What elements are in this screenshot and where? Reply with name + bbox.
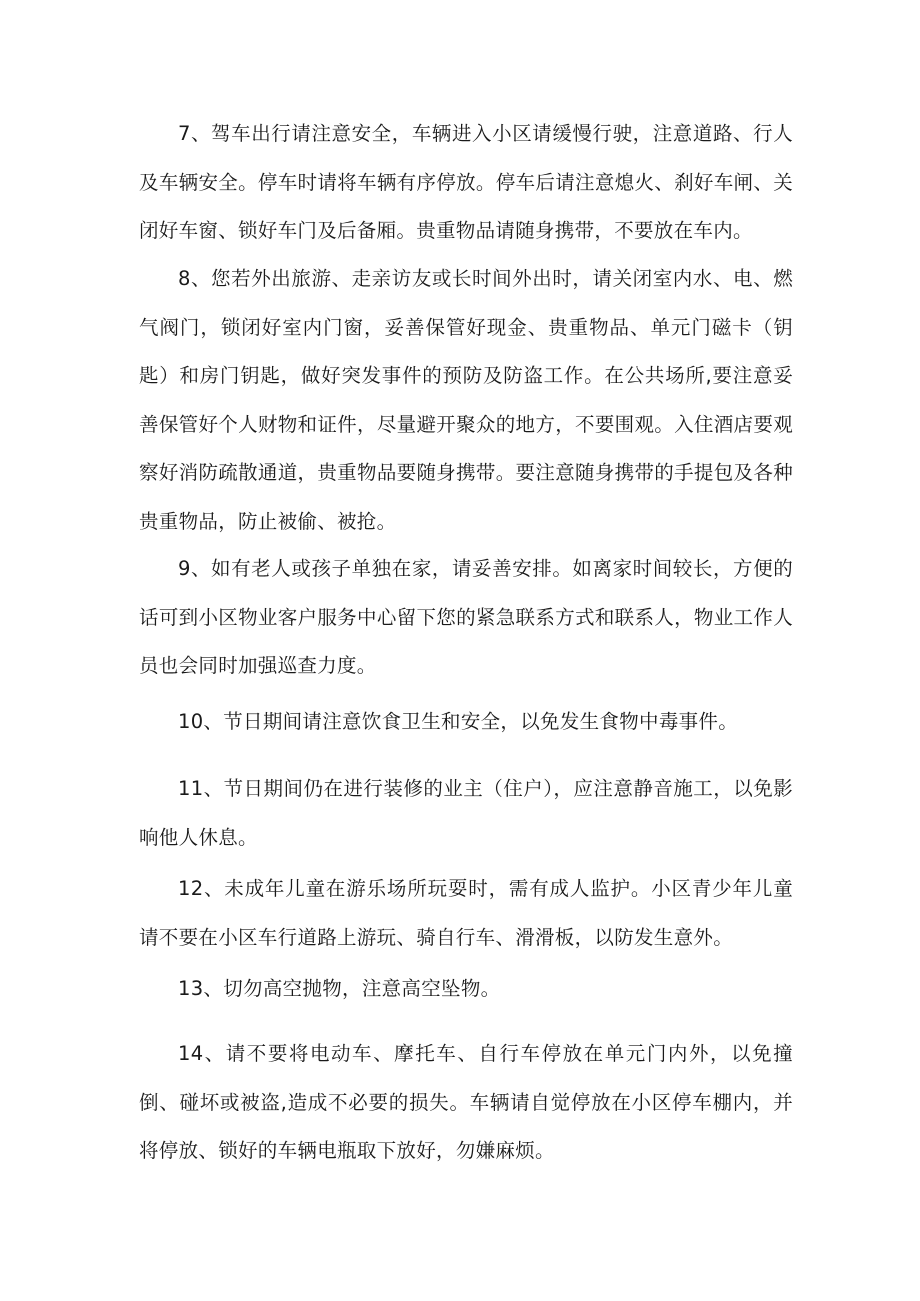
paragraph-item-13: 13、切勿高空抛物，注意高空坠物。 xyxy=(178,977,501,1000)
paragraph-item-10: 10、节日期间请注意饮食卫生和安全，以免发生食物中毒事件。 xyxy=(178,710,739,733)
paragraph-item-8: 8、您若外出旅游、走亲访友或长时间外出时，请关闭室内水、电、燃气阀门，锁闭好室内门窗，妥善保管好现金、贵重物品、单元门磁卡（钥匙）和房门钥匙，做好突发事件的预防及防盗工作。在公共场所,要注意妥善保管好个人财物和证件，尽量避开聚众的地方，不要围观。入住酒店要观察好消防疏散通道，贵重物品要随身携带。要注意随身携带的手提包及各种贵重物品，防止被偷、被抢。 xyxy=(139,267,793,533)
paragraph-item-14: 14、请不要将电动车、摩托车、自行车停放在单元门内外，以免撞倒、碰坏或被盗,造成不必要的损失。车辆请自觉停放在小区停车棚内，并将停放、锁好的车辆电瓶取下放好，勿嫌麻烦。 xyxy=(139,1042,793,1162)
paragraph-item-12: 12、未成年儿童在游乐场所玩耍时，需有成人监护。小区青少年儿童请不要在小区车行道路上游玩、骑自行车、滑滑板，以防发生意外。 xyxy=(139,877,793,949)
paragraph-item-7: 7、驾车出行请注意安全，车辆进入小区请缓慢行驶，注意道路、行人及车辆安全。停车时请将车辆有序停放。停车后请注意熄火、刹好车闸、关闭好车窗、锁好车门及后备厢。贵重物品请随身携带，不要放在车内。 xyxy=(139,122,793,242)
paragraph-item-11: 11、节日期间仍在进行装修的业主（住户），应注意静音施工，以免影响他人休息。 xyxy=(139,777,793,849)
paragraph-item-9: 9、如有老人或孩子单独在家，请妥善安排。如离家时间较长，方便的话可到小区物业客户服务中心留下您的紧急联系方式和联系人，物业工作人员也会同时加强巡查力度。 xyxy=(139,557,793,677)
